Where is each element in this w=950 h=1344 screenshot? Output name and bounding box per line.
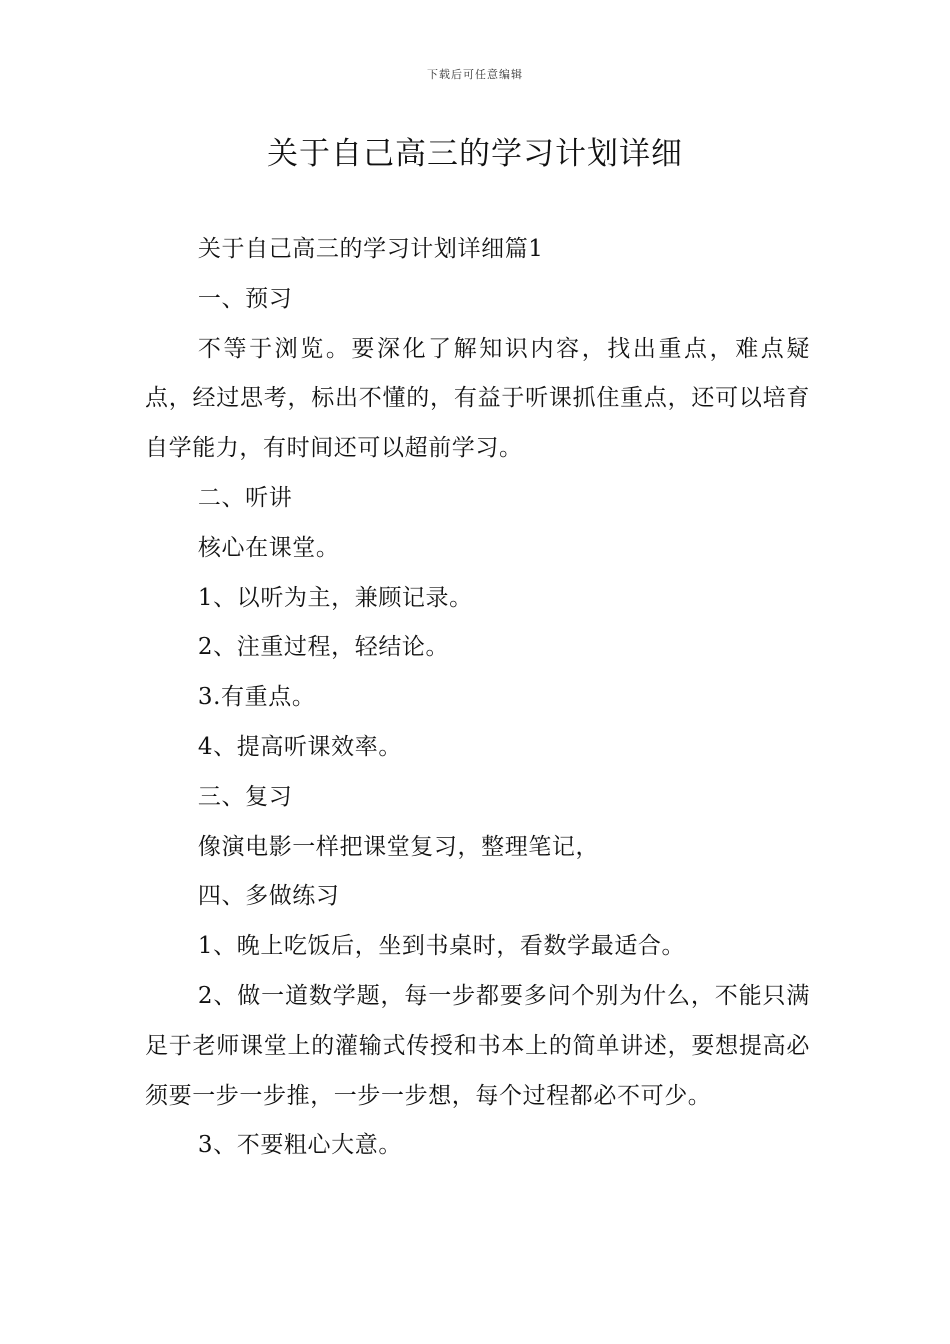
list-item: 1、以听为主，兼顾记录。 — [197, 584, 473, 611]
section-heading-listening: 二、听讲 — [197, 484, 293, 511]
paragraph: 核心在课堂。 — [197, 534, 340, 561]
section-heading-preview: 一、预习 — [197, 285, 293, 312]
paragraph: 像演电影一样把课堂复习，整理笔记， — [197, 833, 600, 860]
list-item: 2、注重过程，轻结论。 — [197, 634, 450, 661]
section-heading-practice: 四、多做练习 — [197, 883, 340, 910]
list-item: 3、不要粗心大意。 — [197, 1132, 402, 1159]
list-item: 1、晚上吃饭后，坐到书桌时，看数学最适合。 — [197, 933, 686, 960]
document-title: 关于自己高三的学习计划详细 — [267, 136, 683, 172]
list-item: 4、提高听课效率。 — [197, 733, 402, 760]
document-body — [145, 225, 810, 1171]
paragraph: 不等于浏览。要深化了解知识内容，找出重点，难点疑点，经过思考，标出不懂的，有益于听课抓住重点，还可以培育自学能力，有时间还可以超前学习。 — [145, 335, 810, 462]
section-heading-review: 三、复习 — [197, 783, 293, 810]
header-note: 下载后可任意编辑 — [427, 68, 523, 81]
section-heading: 关于自己高三的学习计划详细篇1 — [197, 236, 544, 262]
list-item: 3.有重点。 — [197, 684, 316, 711]
list-item: 2、做一道数学题，每一步都要多问个别为什么，不能只满足于老师课堂上的灌输式传授和书本上的简单讲述，要想提高必须要一步一步推，一步一步想，每个过程都必不可少。 — [145, 982, 810, 1109]
